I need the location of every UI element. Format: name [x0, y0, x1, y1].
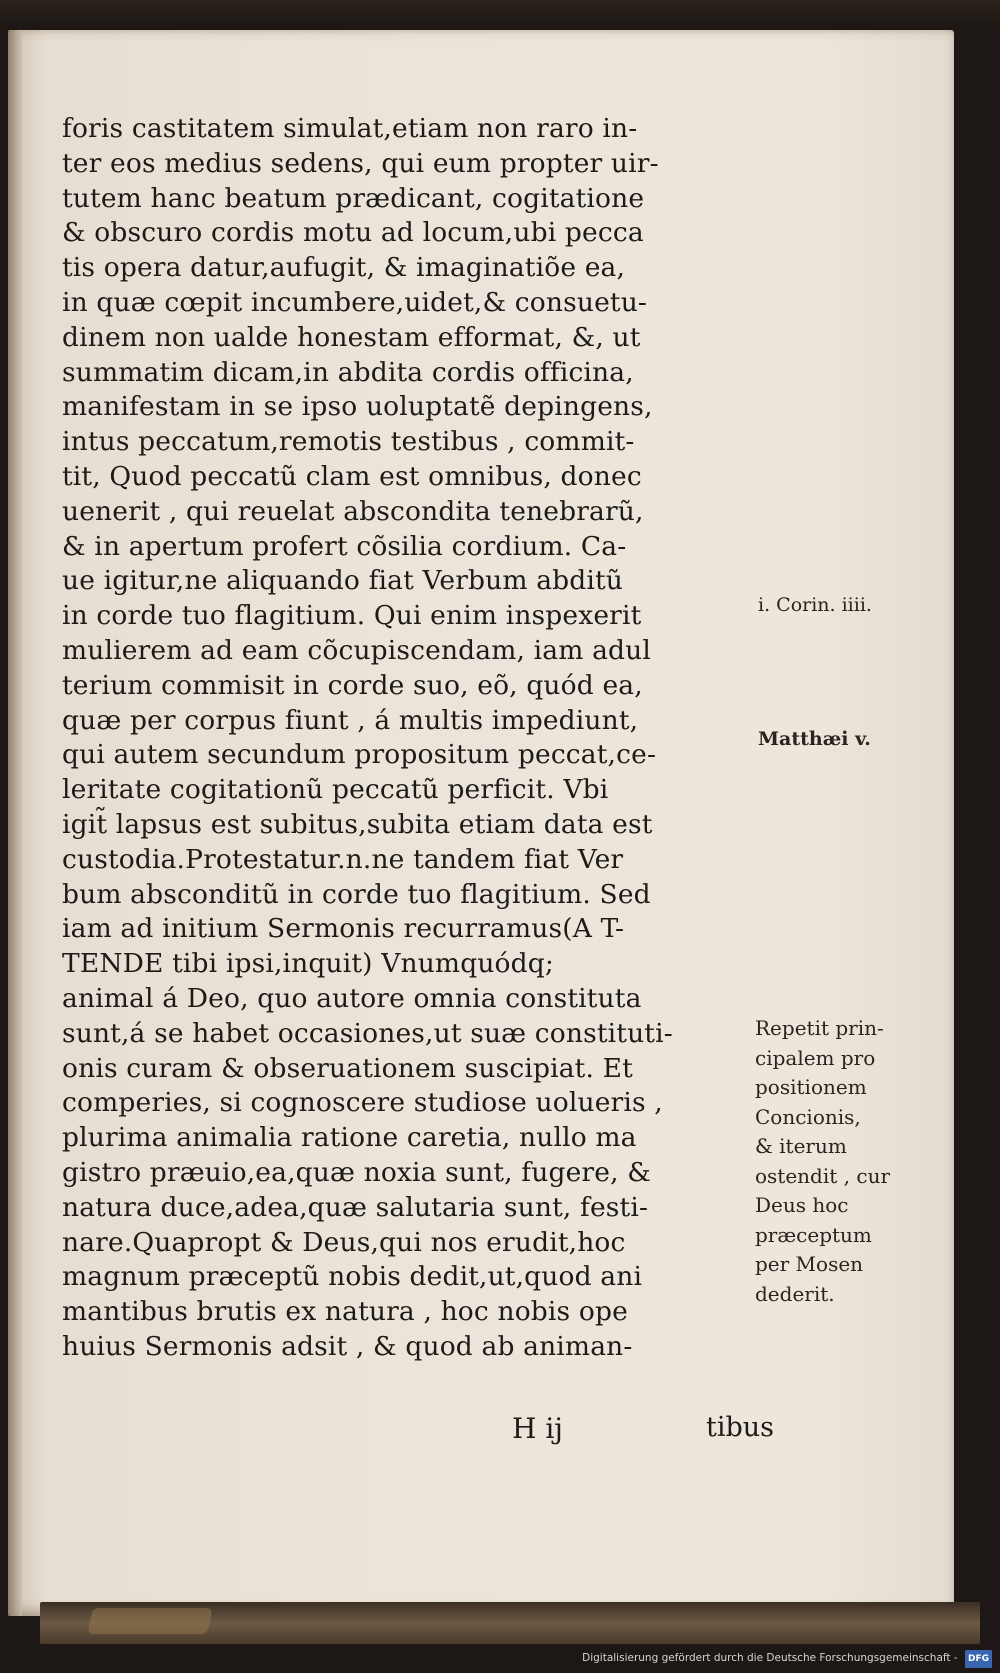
text-line: foris castitatem simulat,etiam non raro in-	[62, 113, 638, 144]
text-line: & in apertum profert cõsilia cordium. Ca-	[62, 530, 627, 562]
margin-note-line: Concionis,	[755, 1104, 861, 1129]
text-line: custodia.Protestatur.n.ne tandem fiat Ver	[62, 843, 624, 875]
text-line: sunt,á se habet occasiones,ut suæ constituti-	[62, 1017, 673, 1049]
text-line: leritate cogitationũ peccatũ perficit. Vbi	[62, 774, 609, 806]
margin-note-line: ostendit , cur	[755, 1163, 891, 1188]
catchword: tibus	[705, 1412, 774, 1443]
page-footer-line	[62, 1412, 774, 1448]
text-line: mulierem ad eam cõcupiscendam, iam adul	[62, 634, 652, 666]
text-line: qui autem secundum propositum peccat,ce-	[62, 739, 657, 771]
text-line: in corde tuo flagitium. Qui enim inspexerit	[62, 600, 642, 632]
text-line: manifestam in se ipso uoluptatẽ depingens,	[62, 391, 653, 423]
signature-mark: H ij	[512, 1412, 563, 1445]
margin-note-line: & iterum	[755, 1134, 847, 1158]
text-line: tis opera datur,aufugit, & imaginatiõe ea,	[62, 252, 626, 284]
margin-note-line: Repetit prin-	[755, 1016, 884, 1040]
text-line: uenerit , qui reuelat abscondita tenebrarũ,	[62, 495, 644, 527]
text-line: tit, Quod peccatũ clam est omnibus, donec	[62, 460, 642, 492]
text-line: magnum præceptũ nobis dedit,ut,quod ani	[62, 1261, 643, 1293]
text-line: nare.Quapropt & Deus,qui nos erudit,hoc	[62, 1226, 626, 1258]
text-line: gistro præuio,ea,quæ noxia sunt, fugere, &	[62, 1156, 651, 1188]
text-line: intus peccatum,remotis testibus , commit-	[62, 426, 635, 458]
text-line: ue igitur,ne aliquando fiat Verbum abditũ	[62, 565, 624, 597]
text-line: mantibus brutis ex natura , hoc nobis ope	[62, 1296, 628, 1328]
text-line: bum absconditũ in corde tuo flagitium. Sed	[62, 878, 651, 910]
text-line: iam ad initium Sermonis recurramus(A T-	[62, 913, 625, 945]
text-line: & obscuro cordis motu ad locum,ubi pecca	[62, 217, 644, 249]
text-line: onis curam & obseruationem suscipiat. Et	[62, 1052, 633, 1084]
dfg-logo: DFG	[965, 1650, 992, 1668]
text-line: igit̃ lapsus est subitus,subita etiam data est	[62, 808, 653, 840]
text-line: comperies, si cognoscere studiose uolueris ,	[62, 1087, 663, 1119]
margin-note-matthew: Matthæi v.	[758, 728, 871, 750]
margin-note-line: per Mosen	[755, 1252, 864, 1276]
margin-note-line: præceptum	[755, 1222, 872, 1247]
text-line: terium commisit in corde suo, eõ, quód ea,	[62, 669, 643, 701]
text-line: quæ per corpus fiunt , á multis impediunt,	[62, 704, 639, 736]
text-line: animal á Deo, quo autore omnia constituta	[62, 982, 642, 1014]
footer-text: Digitalisierung gefördert durch die Deutsche Forschungsgemeinschaft -	[582, 1652, 958, 1664]
text-line: huius Sermonis adsit , & quod ab animan-	[62, 1330, 633, 1362]
text-line: ter eos medius sedens, qui eum propter uir-	[62, 147, 659, 179]
text-line: dinem non ualde honestam efformat, &, ut	[62, 321, 641, 353]
text-line: summatim dicam,in abdita cordis officina,	[62, 356, 634, 388]
text-line: plurima animalia ratione caretia, nullo ma	[62, 1122, 637, 1154]
margin-note-line: dederit.	[755, 1281, 835, 1306]
digitization-footer	[582, 1649, 992, 1667]
text-line: in quæ cœpit incumbere,uidet,& consuetu-	[62, 286, 648, 318]
text-line: natura duce,adea,quæ salutaria sunt, festi-	[62, 1191, 649, 1223]
scan-bottom-stain	[87, 1608, 213, 1634]
margin-note-line: cipalem pro	[755, 1045, 876, 1070]
margin-note-corinthians: i. Corin. iiii.	[758, 594, 872, 616]
page-gutter-shadow	[8, 30, 22, 1616]
margin-note-line: positionem	[755, 1075, 867, 1099]
margin-note-line: Deus hoc	[755, 1193, 849, 1217]
text-line: TENDE tibi ipsi,inquit) Vnumquódq;	[62, 948, 554, 980]
main-text-block	[62, 112, 762, 1365]
text-line: tutem hanc beatum prædicant, cogitatione	[62, 182, 645, 214]
scan-top-edge	[0, 0, 1000, 30]
margin-note-block	[755, 1014, 935, 1309]
